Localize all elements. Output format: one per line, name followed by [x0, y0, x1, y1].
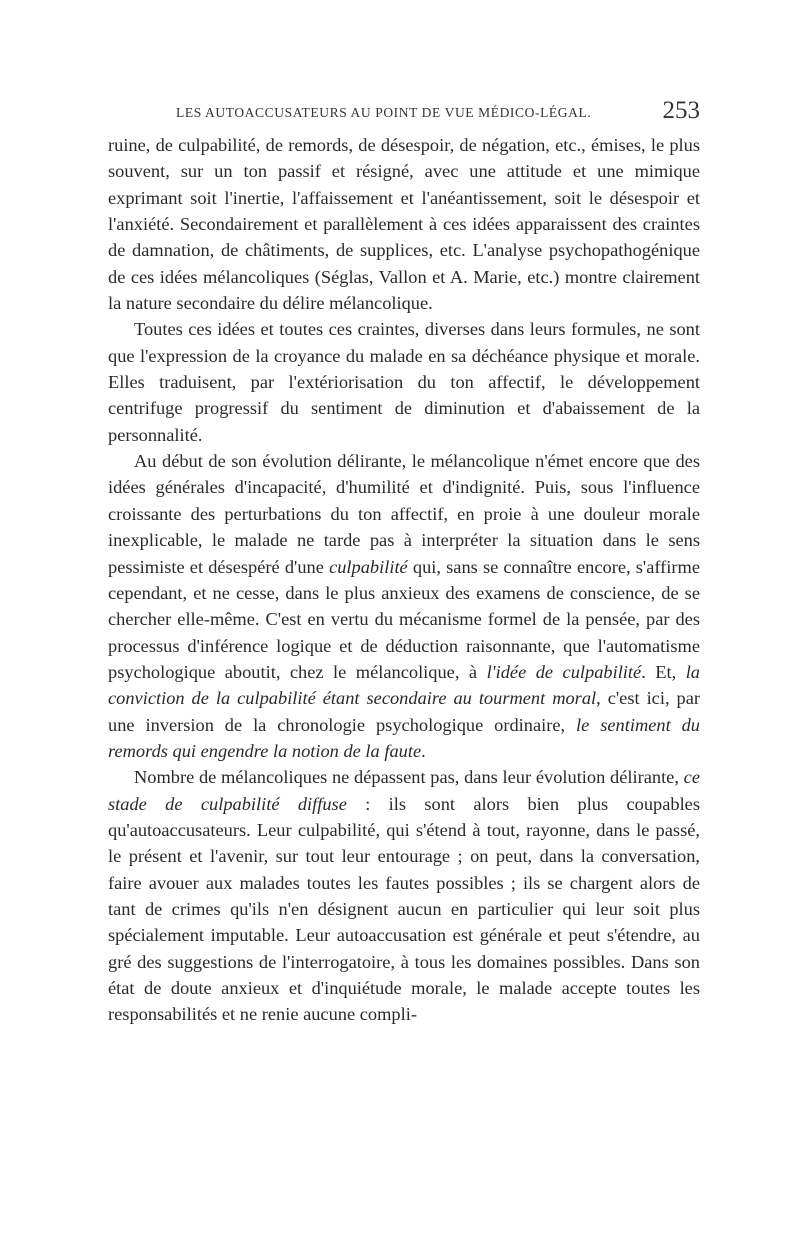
- page-number: 253: [662, 97, 700, 124]
- italic-text: la conviction de la culpabilité étant secondaire au tourment moral: [108, 661, 700, 709]
- body-text: [108, 132, 700, 1028]
- italic-text: ce stade de culpabilité diffuse: [108, 767, 700, 814]
- text-run: Nombre de mélancoliques ne dépassent pas, dans leur évolution délirante,: [134, 767, 684, 788]
- italic-text: le sentiment du remords qui engendre la notion de la faute: [108, 714, 700, 761]
- running-head: [108, 97, 700, 127]
- text-run: Toutes ces idées et toutes ces craintes, diverses dans leurs formules, ne sont que l'expression de la croyance du malade en sa déchéance physique et morale. Elles traduisent, par l'extériorisation du ton affectif, le développement centrifuge progressif du sentiment de diminution et d'abaissement de la personnalité.: [108, 319, 700, 445]
- text-run: : ils sont alors bien plus coupables qu'autoaccusateurs. Leur culpabilité, qui s'étend à tout, rayonne, dans le passé, le présent et l'avenir, sur tout leur entourage ; on peut, dans la conversation, faire avouer aux malades toutes les fautes possibles ; ils se chargent alors de tant de crimes qu'ils n'en désignent aucun en particulier qui leur soit plus spécialement imputable. Leur autoaccusation est générale et peut s'étendre, au gré des suggestions de l'interrogatoire, à tous les domaines possibles. Dans son état de doute anxieux et d'inquiétude morale, le malade accepte toutes les responsabilités et ne renie aucune compli-: [108, 793, 700, 1025]
- running-head-title: LES AUTOACCUSATEURS AU POINT DE VUE MÉDICO-LÉGAL.: [176, 105, 592, 120]
- italic-text: culpabilité: [329, 556, 408, 577]
- text-run: Au début de son évolution délirante, le mélancolique n'émet encore que des idées générales d'incapacité, d'humilité et d'indignité. Puis, sous l'influence croissante des perturbations du ton affectif, en proie à une douleur morale inexplicable, le malade ne tarde pas à interpréter la situation dans le sens pessimiste et désespéré d'une: [108, 451, 700, 577]
- paragraph: [108, 448, 700, 764]
- paragraph: [108, 132, 700, 316]
- text-run: qui, sans se connaître encore, s'affirme cependant, et ne cesse, dans le plus anxieux des examens de conscience, de se chercher elle-même. C'est en vertu du mécanisme formel de la pensée, par des processus d'inférence logique et de déduction raisonnante, que l'automatisme psychologique aboutit, chez le mélancolique, à: [108, 556, 700, 682]
- text-run: .: [421, 740, 426, 761]
- text-run: , c'est ici, par une inversion de la chronologie psychologique ordinaire,: [108, 688, 700, 735]
- text-run: . Et,: [641, 661, 686, 682]
- paragraph: [108, 764, 700, 1027]
- text-run: ruine, de culpabilité, de remords, de désespoir, de négation, etc., émises, le plus souvent, sur un ton passif et résigné, avec une attitude et une mimique exprimant soit l'inertie, l'affaissement et l'anéantissement, soit le désespoir et l'anxiété. Secondairement et parallèlement à ces idées apparaissent des craintes de damnation, de châtiments, de supplices, etc. L'analyse psychopathogénique de ces idées mélancoliques (Séglas, Vallon et A. Marie, etc.) montre clairement la nature secondaire du délire mélancolique.: [108, 135, 700, 314]
- paragraph: [108, 316, 700, 448]
- italic-text: l'idée de culpabilité: [486, 661, 642, 682]
